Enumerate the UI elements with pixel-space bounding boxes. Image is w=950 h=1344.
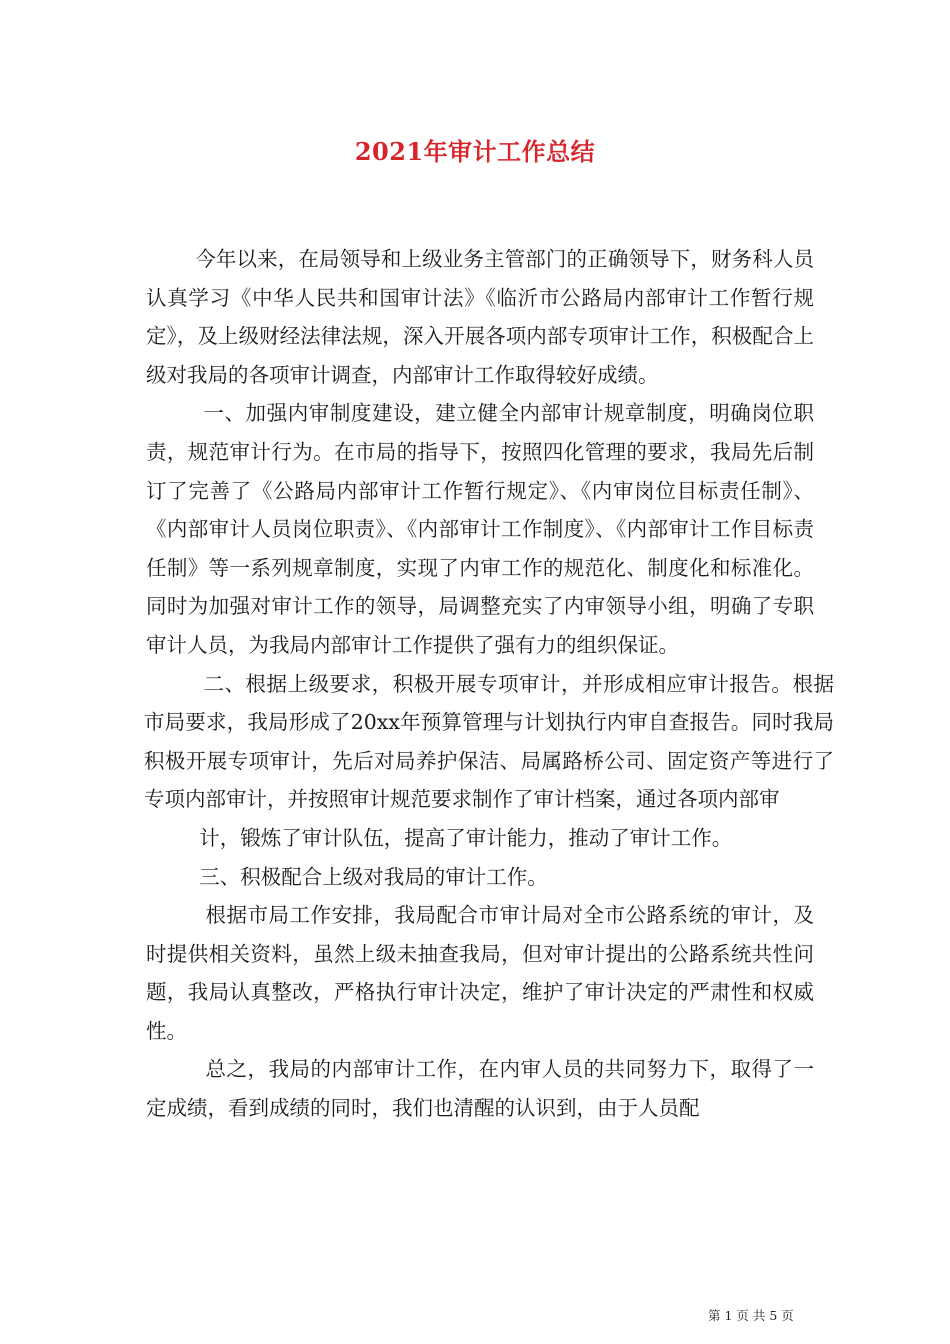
paragraph-section-1: 一、加强内审制度建设，建立健全内部审计规章制度，明确岗位职责，规范审计行为。在市局的指导下，按照四化管理的要求，我局先后制订了完善了《公路局内部审计工作暂行规定》、《内审岗位目标责任制》、《内部审计人员岗位职责》、《内部审计工作制度》、《内部审计工作目标责任制》等一系列规章制度，实现了内审工作的规范化、制度化和标准化。同时为加强对审计工作的领导，局调整充实了内审领导小组，明确了专职审计人员，为我局内部审计工作提供了强有力的组织保证。 <box>146 401 814 657</box>
page-indicator: 第 1 页 共 5 页 <box>708 1308 794 1323</box>
document-title: 2021年审计工作总结 <box>354 137 596 166</box>
paragraph-intro: 今年以来，在局领导和上级业务主管部门的正确领导下，财务科人员认真学习《中华人民共和国审计法》《临沂市公路局内部审计工作暂行规定》，及上级财经法律法规，深入开展各项内部专项审计工作，积极配合上级对我局的各项审计调查，内部审计工作取得较好成绩。 <box>146 247 814 387</box>
paragraph-summary: 总之，我局的内部审计工作，在内审人员的共同努力下，取得了一定成绩，看到成绩的同时，我们也清醒的认识到，由于人员配 <box>146 1057 814 1121</box>
document-body <box>144 240 834 1128</box>
paragraph-section-3-heading: 三、积极配合上级对我局的审计工作。 <box>199 864 548 889</box>
paragraph-section-3: 根据市局工作安排，我局配合市审计局对全市公路系统的审计，及时提供相关资料，虽然上级未抽查我局，但对审计提出的公路系统共性问题，我局认真整改，严格执行审计决定，维护了审计决定的严肃性和权威性。 <box>146 903 814 1043</box>
paragraph-section-2: 二、根据上级要求，积极开展专项审计，并形成相应审计报告。根据市局要求，我局形成了20xx年预算管理与计划执行内审自查报告。同时我局积极开展专项审计，先后对局养护保洁、局属路桥公司、固定资产等进行了专项内部审计，并按照审计规范要求制作了审计档案，通过各项内部审 <box>144 671 834 812</box>
paragraph-section-2-continued: 计，锻炼了审计队伍，提高了审计能力，推动了审计工作。 <box>199 825 733 850</box>
